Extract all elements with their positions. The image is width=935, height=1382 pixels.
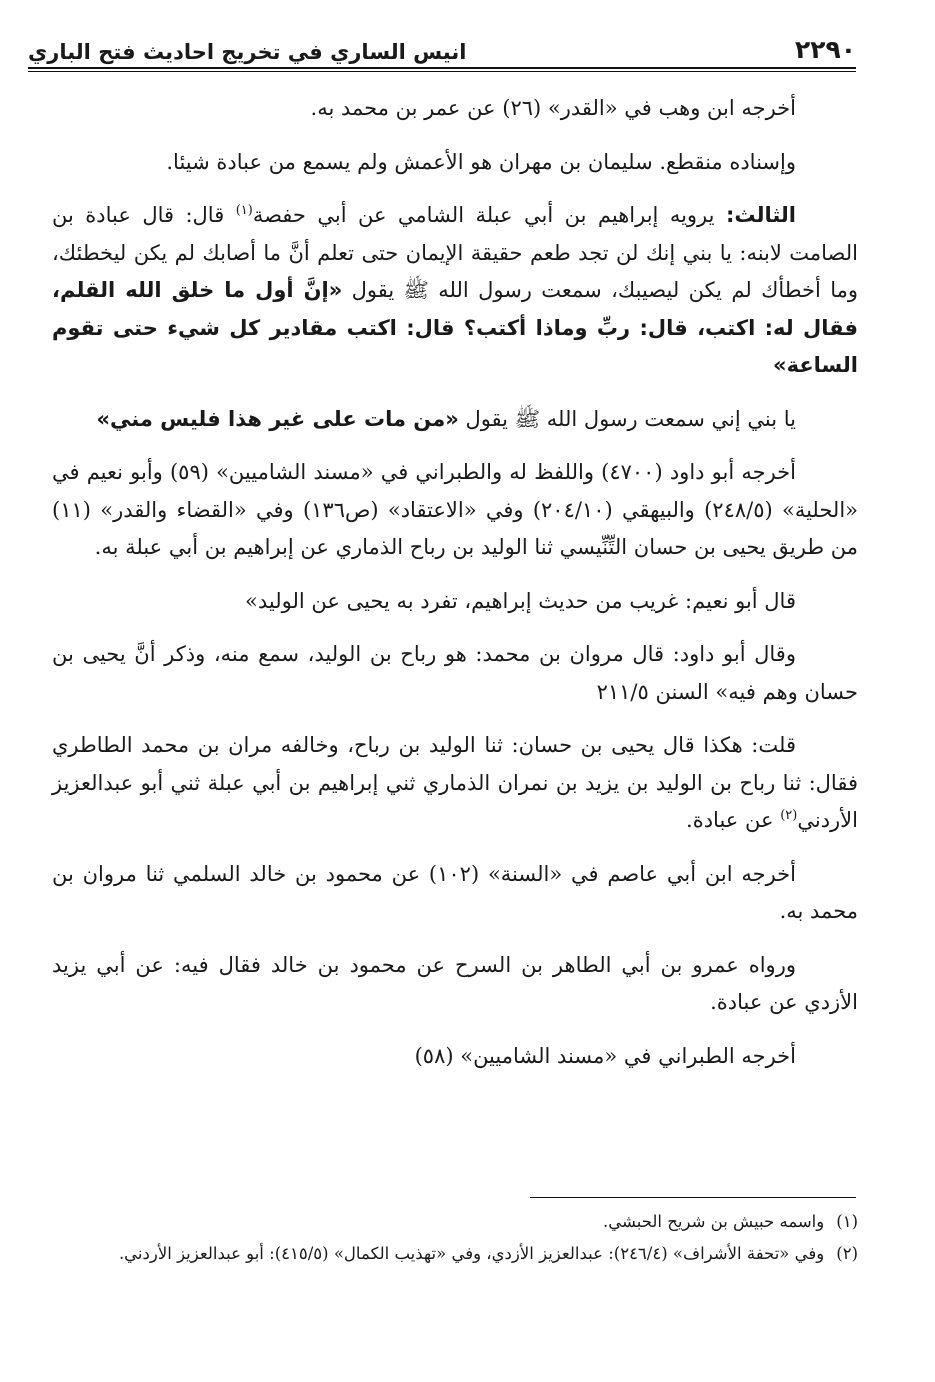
section-label: الثالث: [725, 203, 796, 227]
paragraph-4-text: يا بني إني سمعت رسول الله ﷺ يقول [458, 406, 796, 431]
paragraph-3 [52, 197, 858, 385]
paragraph-11: أخرجه الطبراني في «مسند الشاميين» (٥٨) [414, 1043, 796, 1068]
paragraph-3-text-1: يرويه إبراهيم بن أبي عبلة الشامي عن أبي حفصة [252, 203, 726, 227]
paragraph-9: أخرجه ابن أبي عاصم في «السنة» (١٠٢) عن محمود بن خالد السلمي ثنا مروان بن محمد به. [52, 861, 858, 923]
footnote-separator [530, 1197, 856, 1198]
footnote-text: وفي «تحفة الأشراف» (٢٤٦/٤): عبدالعزيز الأزدي، وفي «تهذيب الكمال» (٤١٥/٥): أبو عبدالعزيز الأردني. [118, 1244, 825, 1263]
footnote-text: واسمه حبيش بن شريح الحبشي. [603, 1212, 825, 1231]
running-header [28, 30, 856, 64]
header-rule-thin [28, 71, 856, 72]
paragraph-8-text-1: قلت: هكذا قال يحيى بن حسان: ثنا الوليد بن رباح، وخالفه مران بن محمد الطاطري فقال: ثنا رباح بن الوليد بن يزيد بن نمران الذماري ثني إبراهيم بن أبي عبلة ثني أبو عبدالعزيز الأردني [52, 733, 858, 832]
footnote-marker: (١) [836, 1212, 858, 1231]
paragraph-8-text-2: عن عبادة. [686, 808, 781, 832]
paragraph-8 [52, 727, 858, 840]
hadith-text-1: «إنَّ أول ما خلق الله القلم، فقال له: اكتب، قال: ربِّ وماذا أكتب؟ قال: اكتب مقادير كل شيء حتى تقوم الساعة» [52, 278, 858, 377]
paragraph-5: أخرجه أبو داود (٤٧٠٠) واللفظ له والطبراني في «مسند الشاميين» (٥٩) وأبو نعيم في «الحلية» (٢٤٨/٥) والبيهقي (٢٠٤/١٠) وفي «الاعتقاد» (ص١٣٦) وفي «القضاء والقدر» (١١) من طريق يحيى بن حسان التِّنِّيسي ثنا الوليد بن رباح الذماري عن إبراهيم بن أبي عبلة به. [52, 460, 859, 559]
paragraph-7: وقال أبو داود: قال مروان بن محمد: هو رباح بن الوليد، سمع منه، وذكر أنَّ يحيى بن حسان وهم فيه» السنن ٢١١/٥ [52, 642, 858, 704]
paragraph-4 [52, 401, 858, 439]
header-rule-thick [28, 67, 856, 69]
main-text [52, 90, 858, 1091]
paragraph-1: أخرجه ابن وهب في «القدر» (٢٦) عن عمر بن محمد به. [310, 96, 796, 120]
footnotes [52, 1208, 858, 1272]
paragraph-10: ورواه عمرو بن أبي الطاهر بن السرح عن محمود بن خالد فقال فيه: عن أبي يزيد الأزدي عن عبادة. [52, 952, 858, 1014]
paragraph-6: قال أبو نعيم: غريب من حديث إبراهيم، تفرد به يحيى عن الوليد» [245, 588, 796, 613]
paragraph-2: وإسناده منقطع. سليمان بن مهران هو الأعمش ولم يسمع من عبادة شيئا. [166, 149, 796, 174]
page-number: ٢٢٩٠ [794, 35, 856, 64]
footnote-ref-2: (٢) [780, 808, 798, 823]
footnote-1 [52, 1208, 858, 1236]
book-title: انيس الساري في تخريج احاديث فتح الباري [28, 40, 467, 64]
footnote-2 [52, 1240, 858, 1268]
hadith-text-2: «من مات على غير هذا فليس مني» [96, 406, 459, 431]
footnote-marker: (٢) [836, 1244, 858, 1263]
paragraph-3-text-2: قال: قال عبادة بن الصامت لابنه: يا بني إنك لن تجد طعم حقيقة الإيمان حتى تعلم أنَّ ما أصابك لم يكن ليخطئك، وما أخطأك لم يكن ليصيبك، سمعت رسول الله ﷺ يقول [52, 203, 858, 302]
footnote-ref-1: (١) [235, 203, 253, 218]
